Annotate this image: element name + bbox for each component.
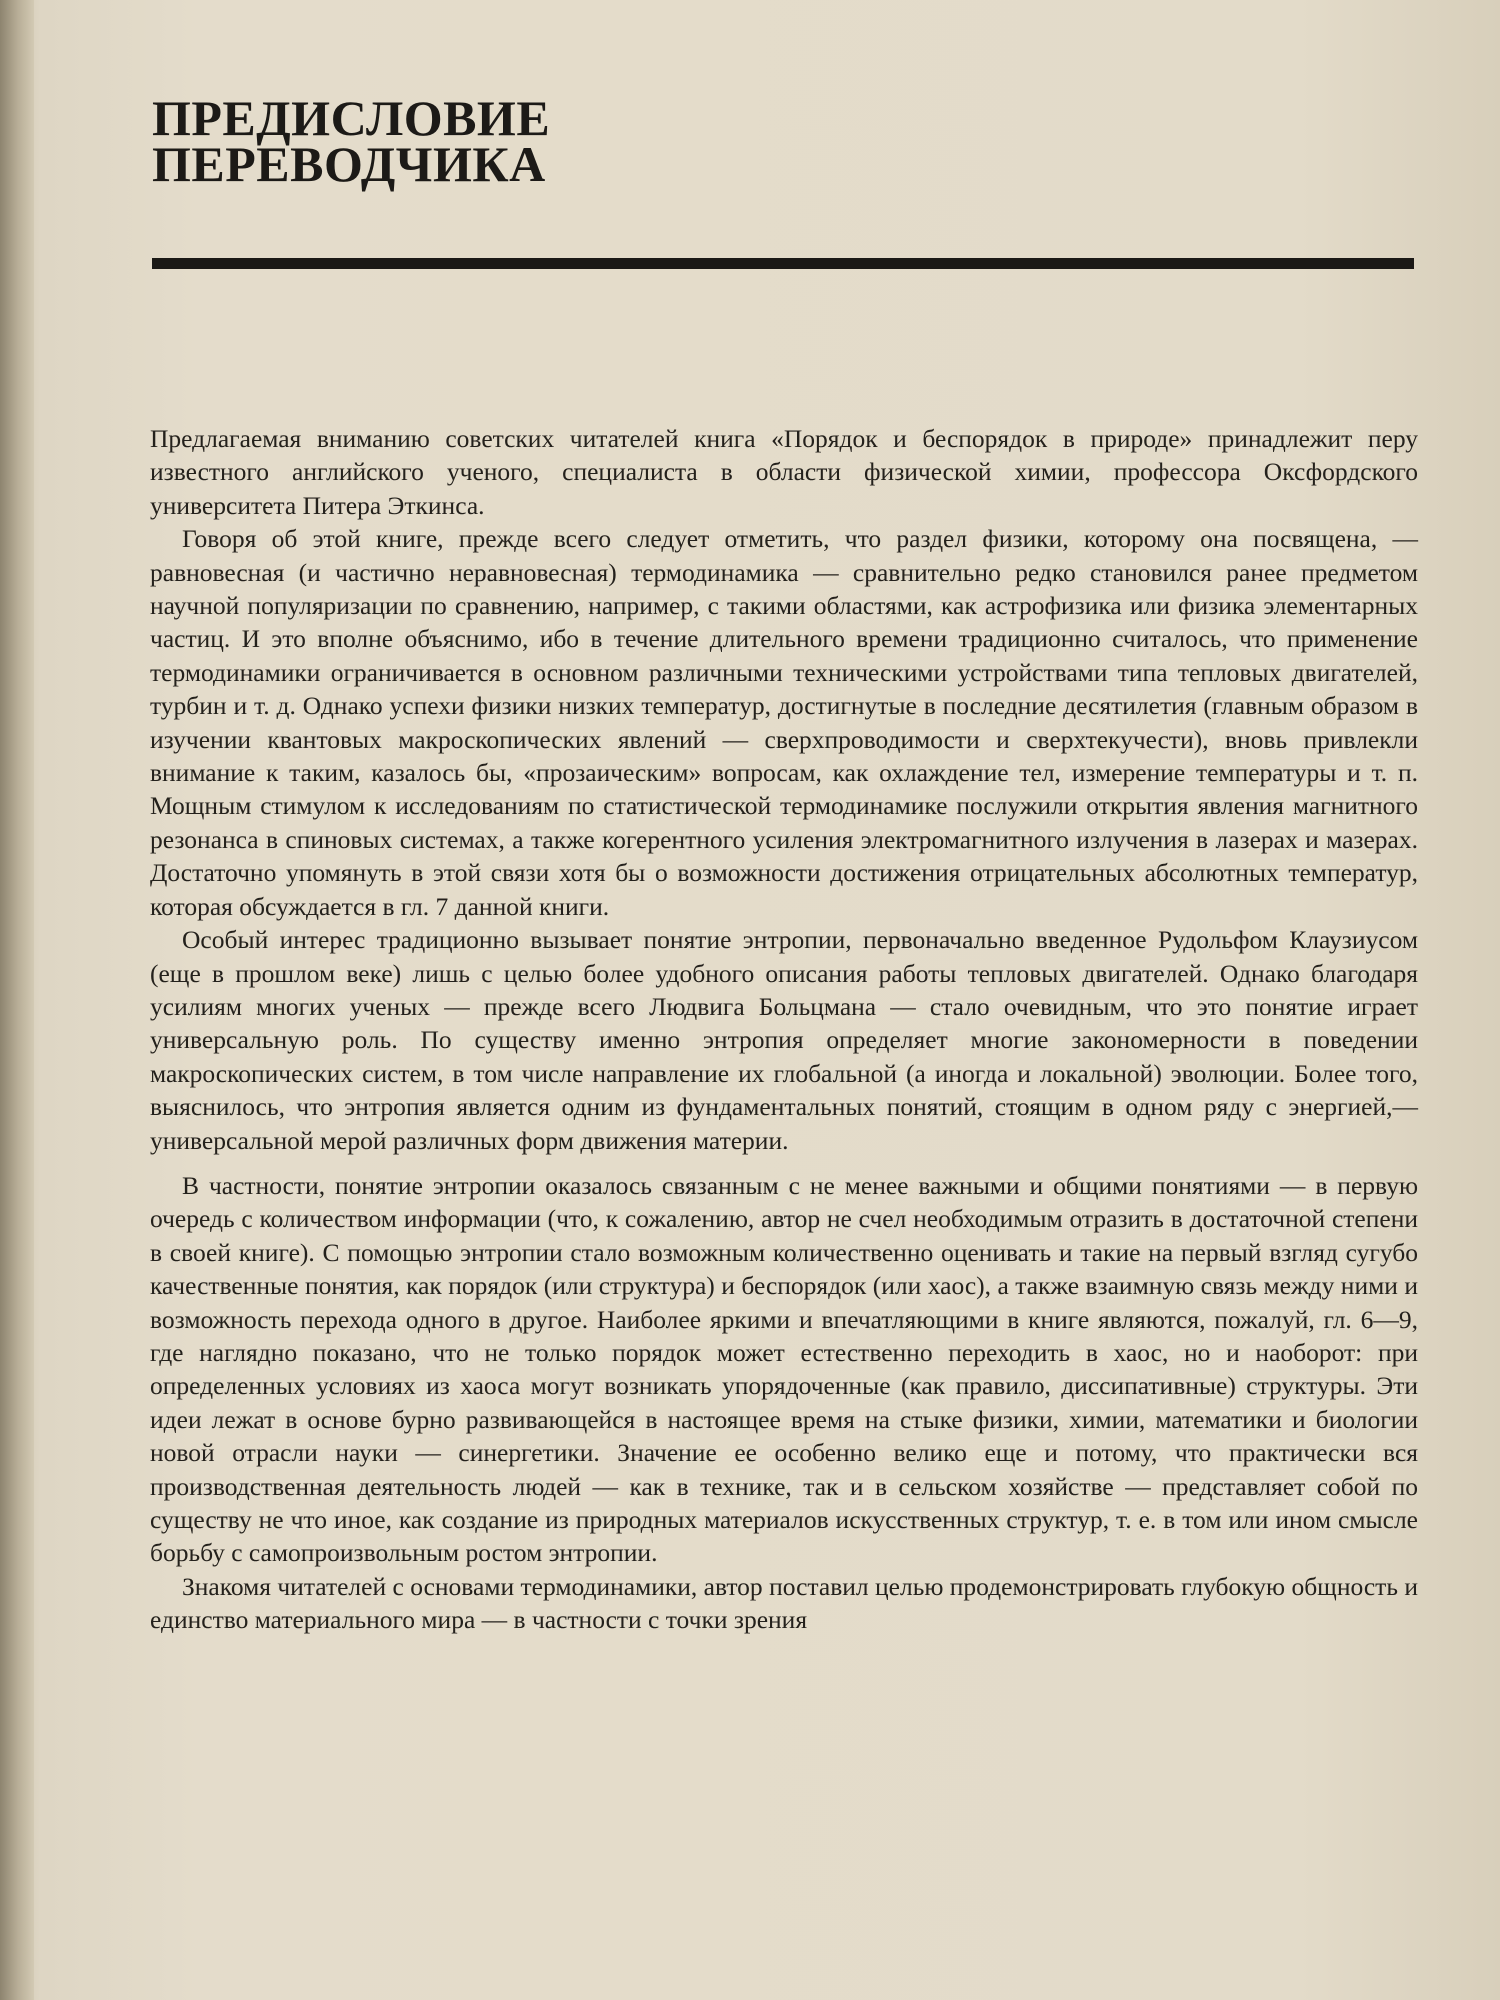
book-spine-shadow xyxy=(0,0,34,2000)
chapter-title xyxy=(152,90,551,192)
body-text xyxy=(150,422,1418,1637)
paragraph-3: Особый интерес традиционно вызывает понятие энтропии, первоначально введенное Рудольфом Клаузиусом (еще в прошлом веке) лишь с целью более удобного описания работы тепловых двигателей. Однако благодаря усилиям многих ученых — прежде всего Людвига Больцмана — стало очевидным, что это понятие играет универсальную роль. По существу именно энтропия определяет многие закономерности в поведении макроскопических систем, в том числе направление их глобальной (а иногда и локальной) эволюции. Более того, выяснилось, что энтропия является одним из фундаментальных понятий, стоящим в одном ряду с энергией,— универсальной мерой различных форм движения материи. xyxy=(150,925,1418,1155)
paragraph-5: Знакомя читателей с основами термодинамики, автор поставил целью продемонстрировать глубокую общность и единство материального мира — в частности с точки зрения xyxy=(150,1571,1418,1635)
paragraph-4: В частности, понятие энтропии оказалось связанным с не менее важными и общими понятиями — в первую очередь с количеством информации (что, к сожалению, автор не счел необходимым отразить в достаточной степени в своей книге). С помощью энтропии стало возможным количественно оценивать и такие на первый взгляд сугубо качественные понятия, как порядок (или структура) и беспорядок (или хаос), а также взаимную связь между ними и возможность перехода одного в другое. Наиболее яркими и впечатляющими в книге являются, пожалуй, гл. 6—9, где наглядно показано, что не только порядок может естественно переходить в хаос, но и наоборот: при определенных условиях из хаоса могут возникать упорядоченные (как правило, диссипативные) структуры. Эти идеи лежат в основе бурно развивающейся в настоящее время на стыке физики, химии, математики и биологии новой отрасли науки — синергетики. Значение ее особенно велико еще и потому, что практически вся производственная деятельность людей — как в технике, так и в сельском хозяйстве — представляет собой по существу не что иное, как создание из природных материалов искусственных структур, т. е. в том или ином смысле борьбу с самопроизвольным ростом энтропии. xyxy=(150,1170,1418,1568)
chapter-title-line-2: ПЕРЕВОДЧИКА xyxy=(152,136,546,192)
chapter-title-line-1: ПРЕДИСЛОВИЕ xyxy=(152,90,551,146)
paragraph-1: Предлагаемая вниманию советских читателей книга «Порядок и беспорядок в природе» принадлежит перу известного английского ученого, специалиста в области физической химии, профессора Оксфордского университета Питера Эткинса. xyxy=(150,424,1418,520)
title-underline-rule xyxy=(152,258,1414,269)
paragraph-2: Говоря об этой книге, прежде всего следует отметить, что раздел физики, которому она посвящена, — равновесная (и частично неравновесная) термодинамика — сравнительно редко становился ранее предметом научной популяризации по сравнению, например, с такими областями, как астрофизика или физика элементарных частиц. И это вполне объяснимо, ибо в течение длительного времени традиционно считалось, что применение термодинамики ограничивается в основном различными техническими устройствами типа тепловых двигателей, турбин и т. д. Однако успехи физики низких температур, достигнутые в последние десятилетия (главным образом в изучении квантовых макроскопических явлений — сверхпроводимости и сверхтекучести), вновь привлекли внимание к таким, казалось бы, «прозаическим» вопросам, как охлаждение тел, измерение температуры и т. п. Мощным стимулом к исследованиям по статистической термодинамике послужили открытия явления магнитного резонанса в спиновых системах, а также когерентного усиления электромагнитного излучения в лазерах и мазерах. Достаточно упомянуть в этой связи хотя бы о возможности достижения отрицательных абсолютных температур, которая обсуждается в гл. 7 данной книги. xyxy=(150,524,1418,921)
